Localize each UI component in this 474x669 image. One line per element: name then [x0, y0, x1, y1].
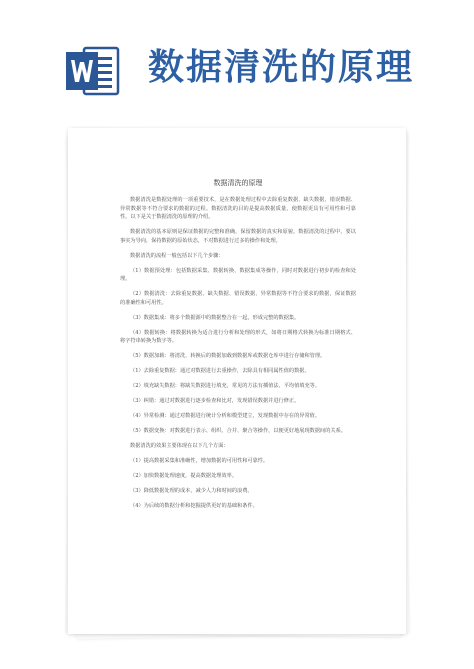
document-title: 数据清洗的原理 — [213, 179, 263, 187]
list-item: （2）数据清洗：去除重复数据、缺失数据、错误数据、异常数据等不符合要求的数据，保证数据的准确性和可用性。 — [120, 291, 356, 306]
word-document-icon — [64, 42, 122, 100]
list-item: （3）纠错：通过对数据进行逐步检查和比对，发现错误数据并进行修正。 — [130, 398, 300, 405]
list-item: （5）数据加载：将清洗、转换后的数据加载到数据库或数据仓库中进行存储和管理。 — [130, 353, 326, 360]
list-item: （1）提高数据采集和准确性，增加数据的可用性和可靠性。 — [130, 458, 269, 465]
list-item: （4）异常检测：通过对数据进行统计分析和模型建立，发现数据中存在的异常值。 — [130, 413, 321, 420]
list-item: （3）降低数据处理的成本，减少人力和时间的浪费。 — [130, 488, 253, 495]
list-item: （5）数据变换：对数据进行表示、组织、合并、聚合等操作，以便更好地展现数据间的关系。 — [130, 428, 346, 435]
list-item: （4）为后续的数据分析和挖掘提供更好的基础和条件。 — [130, 503, 258, 510]
paragraph: 数据清洗的流程一般包括以下几个步骤： — [130, 252, 224, 259]
list-item: （1）去除重复数据：通过对数据进行去重操作，去除具有相同属性值的数据。 — [130, 368, 310, 375]
list-item: （2）填充缺失数据：将缺失数据进行填充，常见的方法有插值法、平均值填充等。 — [130, 383, 321, 390]
list-item: （3）数据集成：将多个数据源中的数据整合在一起，形成完整的数据集。 — [130, 314, 300, 321]
document-body — [120, 178, 356, 517]
paragraph: 数据清洗是数据处理的一项重要技术，是在数据处理过程中去除重复数据、缺失数据、错误数据、异常数据等不符合要求的数据的过程。数据清洗的目的是提高数据质量，使数据更具有可用性和可靠性。以下是关于数据清洗的原理的介绍。 — [120, 197, 356, 221]
document-page — [68, 128, 406, 634]
paragraph: 数据清洗的效果主要体现在以下几个方面： — [130, 443, 229, 450]
banner-title: 数据清洗的原理 — [148, 47, 415, 88]
document-preview — [68, 128, 406, 638]
list-item: （1）数据预处理：包括数据采集、数据转换、数据集成等操作，同时对数据进行初步的检查和处理。 — [120, 267, 356, 283]
paragraph: 数据清洗的基本原则是保证数据的完整和准确，保留数据的真实和原貌。数据清洗的过程中，要以事实为导向，保持数据的原始状态，不对数据进行过多的操作和处理。 — [120, 229, 356, 244]
list-item: （2）加快数据处理速度，提高数据处理效率。 — [130, 473, 238, 480]
list-item: （4）数据转换：将数据转换为适合进行分析和处理的形式，如将日期格式转换为标准日期格式、将字符串转换为数字等。 — [120, 329, 356, 345]
header-banner — [0, 0, 474, 118]
